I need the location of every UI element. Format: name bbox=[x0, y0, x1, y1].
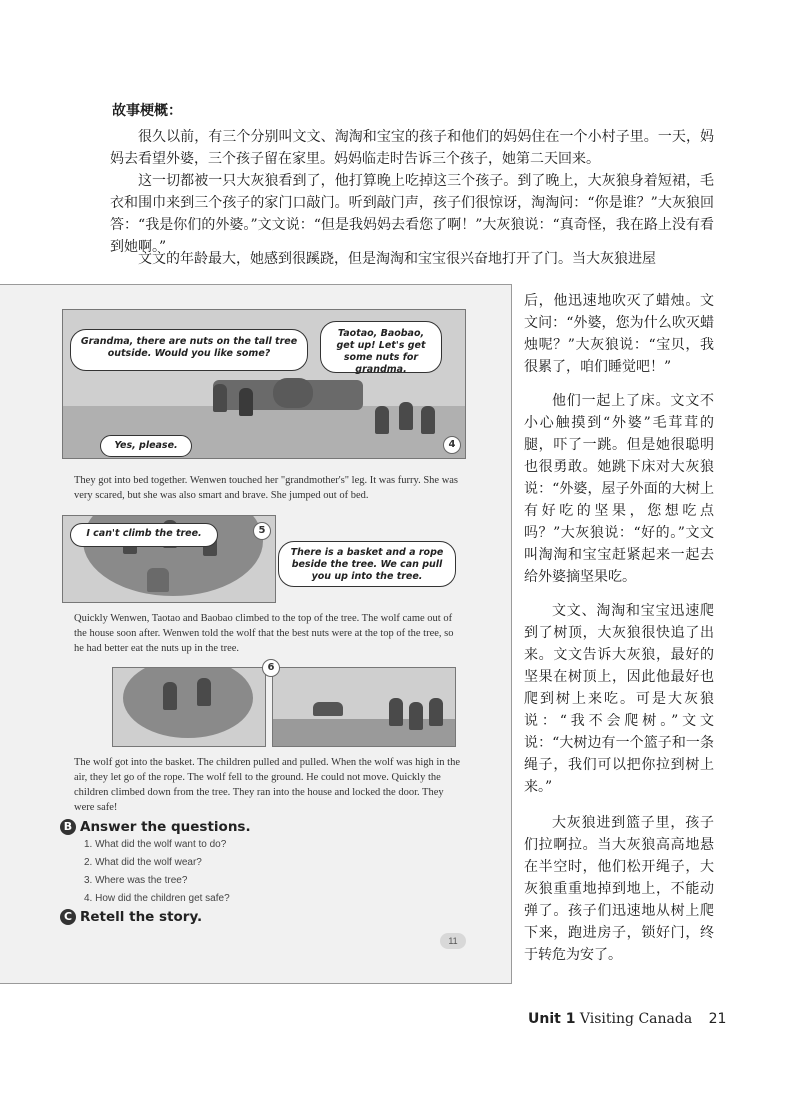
question-4: 4. How did the children get safe? bbox=[84, 893, 230, 904]
scene-number-4: 4 bbox=[443, 436, 461, 454]
right-column-paragraph-2: 他们一起上了床。文文不小心触摸到“外婆”毛茸茸的腿，吓了一跳。但是她很聪明也很勇敢。她跳下床对大灰狼说：“外婆，屋子外面的大树上有好吃的坚果，您想吃点吗？”大灰狼说：“好的。”文文叫淘淘和宝宝赶紧起来一起去给外婆摘坚果吃。 bbox=[524, 393, 714, 585]
summary-paragraph-3: 文文的年龄最大，她感到很蹊跷，但是淘淘和宝宝很兴奋地打开了门。当大灰狼进屋 bbox=[138, 251, 656, 267]
section-b-badge: B bbox=[60, 819, 76, 835]
right-column-paragraph-4: 大灰狼进到篮子里，孩子们拉啊拉。当大灰狼高高地悬在半空时，他们松开绳子，大灰狼重重地掉到地上，不能动弹了。孩子们迅速地从树上爬下来，跑进房子，锁好门，终于转危为安了。 bbox=[524, 815, 714, 963]
speech-bubble-basket-rope: There is a basket and a rope beside the tree. We can pull you up into the tree. bbox=[278, 541, 456, 587]
textbook-text-1: They got into bed together. Wenwen touched her "grandmother's" leg. It was furry. She was very scared, but she was also smart and brave. She jumped out of bed. bbox=[74, 475, 459, 501]
summary-paragraph-1: 很久以前，有三个分别叫文文、淘淘和宝宝的孩子和他们的妈妈住在一个小村子里。一天，妈妈去看望外婆，三个孩子留在家里。妈妈临走时告诉三个孩子，她第二天回来。 bbox=[110, 129, 714, 167]
section-c-badge: C bbox=[60, 909, 76, 925]
right-column-paragraph-3: 文文、淘淘和宝宝迅速爬到了树顶，大灰狼很快追了出来。文文告诉大灰狼，最好的坚果在树顶上，因此他最好也爬到树上来吃。可是大灰狼说：“我不会爬树。”文文说：“大树边有一个篮子和一条绳子，我们可以把你拉到树上来。” bbox=[524, 603, 714, 795]
question-1: 1. What did the wolf want to do? bbox=[84, 839, 227, 850]
summary-paragraph-2: 这一切都被一只大灰狼看到了，他打算晚上吃掉这三个孩子。到了晚上，大灰狼身着短裙，毛衣和围巾来到三个孩子的家门口敲门。听到敲门声，孩子们很惊讶，淘淘问：“你是谁？”大灰狼回答：“我是你们的外婆。”文文说：“但是我妈妈去看您了啊！”大灰狼说：“真奇怪，我在路上没有看到她啊。” bbox=[110, 173, 714, 255]
scene-number-5: 5 bbox=[253, 522, 271, 540]
section-b-title: Answer the questions. bbox=[80, 819, 251, 835]
scene-6-illustration-b bbox=[272, 667, 456, 747]
scene-6-illustration-a bbox=[112, 667, 266, 747]
footer-unit-title: Visiting Canada bbox=[579, 1011, 693, 1027]
right-column-paragraph-1: 后，他迅速地吹灭了蜡烛。文文问：“外婆，您为什么吹灭蜡烛呢？”大灰狼说：“宝贝，我很累了，咱们睡觉吧！” bbox=[524, 293, 714, 375]
question-3: 3. Where was the tree? bbox=[84, 875, 188, 886]
footer-unit: Unit 1 bbox=[528, 1011, 576, 1027]
textbook-text-2: Quickly Wenwen, Taotao and Baobao climbed to the top of the tree. The wolf came out of the house soon after. Wenwen told the wolf that the best nuts were at the top of the tree, so he had better eat the nuts up in the tree. bbox=[74, 613, 454, 654]
textbook-page-image bbox=[0, 284, 512, 984]
question-2: 2. What did the wolf wear? bbox=[84, 857, 202, 868]
story-heading: 故事梗概： bbox=[112, 103, 182, 119]
textbook-text-3: The wolf got into the basket. The children pulled and pulled. When the wolf was high in the air, they let go of the rope. The wolf fell to the ground. He could not move. Quickly the children climbed down from the tree. They ran into the house and locked the door. They were safe! bbox=[74, 757, 460, 813]
section-c-heading bbox=[60, 909, 202, 925]
section-b-heading bbox=[60, 819, 251, 835]
textbook-page-number: 11 bbox=[440, 933, 466, 949]
speech-bubble-wake-up: Taotao, Baobao, get up! Let's get some nuts for grandma. bbox=[320, 321, 442, 373]
footer-page-number: 21 bbox=[708, 1011, 727, 1027]
speech-bubble-cant-climb: I can't climb the tree. bbox=[70, 523, 218, 547]
speech-bubble-yes-please: Yes, please. bbox=[100, 435, 192, 457]
scene-number-6: 6 bbox=[262, 659, 280, 677]
speech-bubble-nuts-offer: Grandma, there are nuts on the tall tree outside. Would you like some? bbox=[70, 329, 308, 371]
page-footer bbox=[528, 1011, 726, 1027]
section-c-title: Retell the story. bbox=[80, 909, 203, 925]
